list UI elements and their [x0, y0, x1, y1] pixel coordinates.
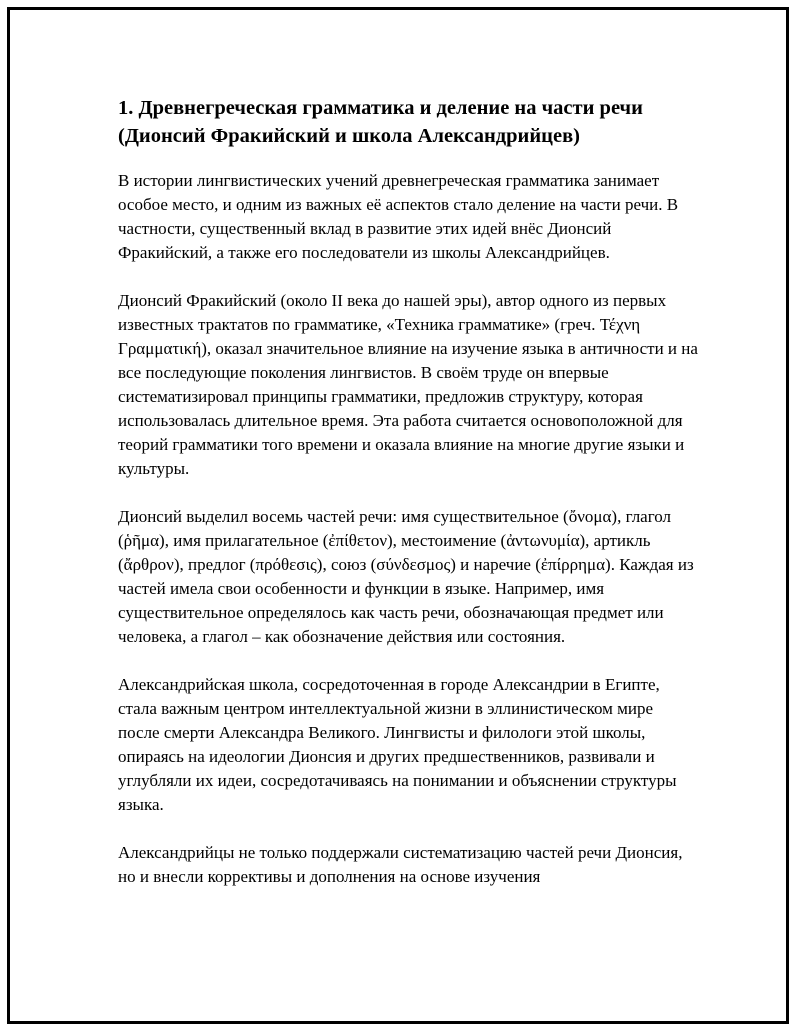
paragraph-2: Дионсий Фракийский (около II века до нашей эры), автор одного из первых известных трактатов по грамматике, «Техника грамматике» (греч. Τέχνη Γραμματική), оказал значительное влияние на изучение языка в античности и на все последующие поколения лингвистов. В своём труде он впервые систематизировал принципы грамматики, предложив структуру, которая использовалась длительное время. Эта работа считается основоположной для теорий грамматики того времени и оказала влияние на многие другие языки и культуры.	[118, 291, 698, 478]
document-body	[118, 94, 698, 913]
paragraph-3: Дионсий выделил восемь частей речи: имя существительное (ὄνομα), глагол (ῥῆμα), имя прилагательное (ἐπίθετον), местоимение (ἀντωνυμία), артикль (ἄρθρον), предлог (πρόθεσις), союз (σύνδεσμος) и наречие (ἐπίρρημα). Каждая из частей имела свои особенности и функции в языке. Например, имя существительное определялось как часть речи, обозначающая предмет или человека, а глагол – как обозначение действия или состояния.	[118, 507, 694, 646]
section-heading: 1. Древнегреческая грамматика и деление на части речи (Дионсий Фракийский и школа Александрийцев)	[118, 97, 643, 147]
paragraph-5: Александрийцы не только поддержали систематизацию частей речи Дионсия, но и внесли коррективы и дополнения на основе изучения	[118, 843, 683, 886]
paragraph-1: В истории лингвистических учений древнегреческая грамматика занимает особое место, и одним из важных её аспектов стало деление на части речи. В частности, существенный вклад в развитие этих идей внёс Дионсий Фракийский, а также его последователи из школы Александрийцев.	[118, 171, 679, 262]
paragraph-4: Александрийская школа, сосредоточенная в городе Александрии в Египте, стала важным центром интеллектуальной жизни в эллинистическом мире после смерти Александра Великого. Лингвисты и филологи этой школы, опираясь на идеологии Дионсия и других предшественников, развивали и углубляли их идеи, сосредотачиваясь на понимании и объяснении структуры языка.	[118, 675, 677, 814]
